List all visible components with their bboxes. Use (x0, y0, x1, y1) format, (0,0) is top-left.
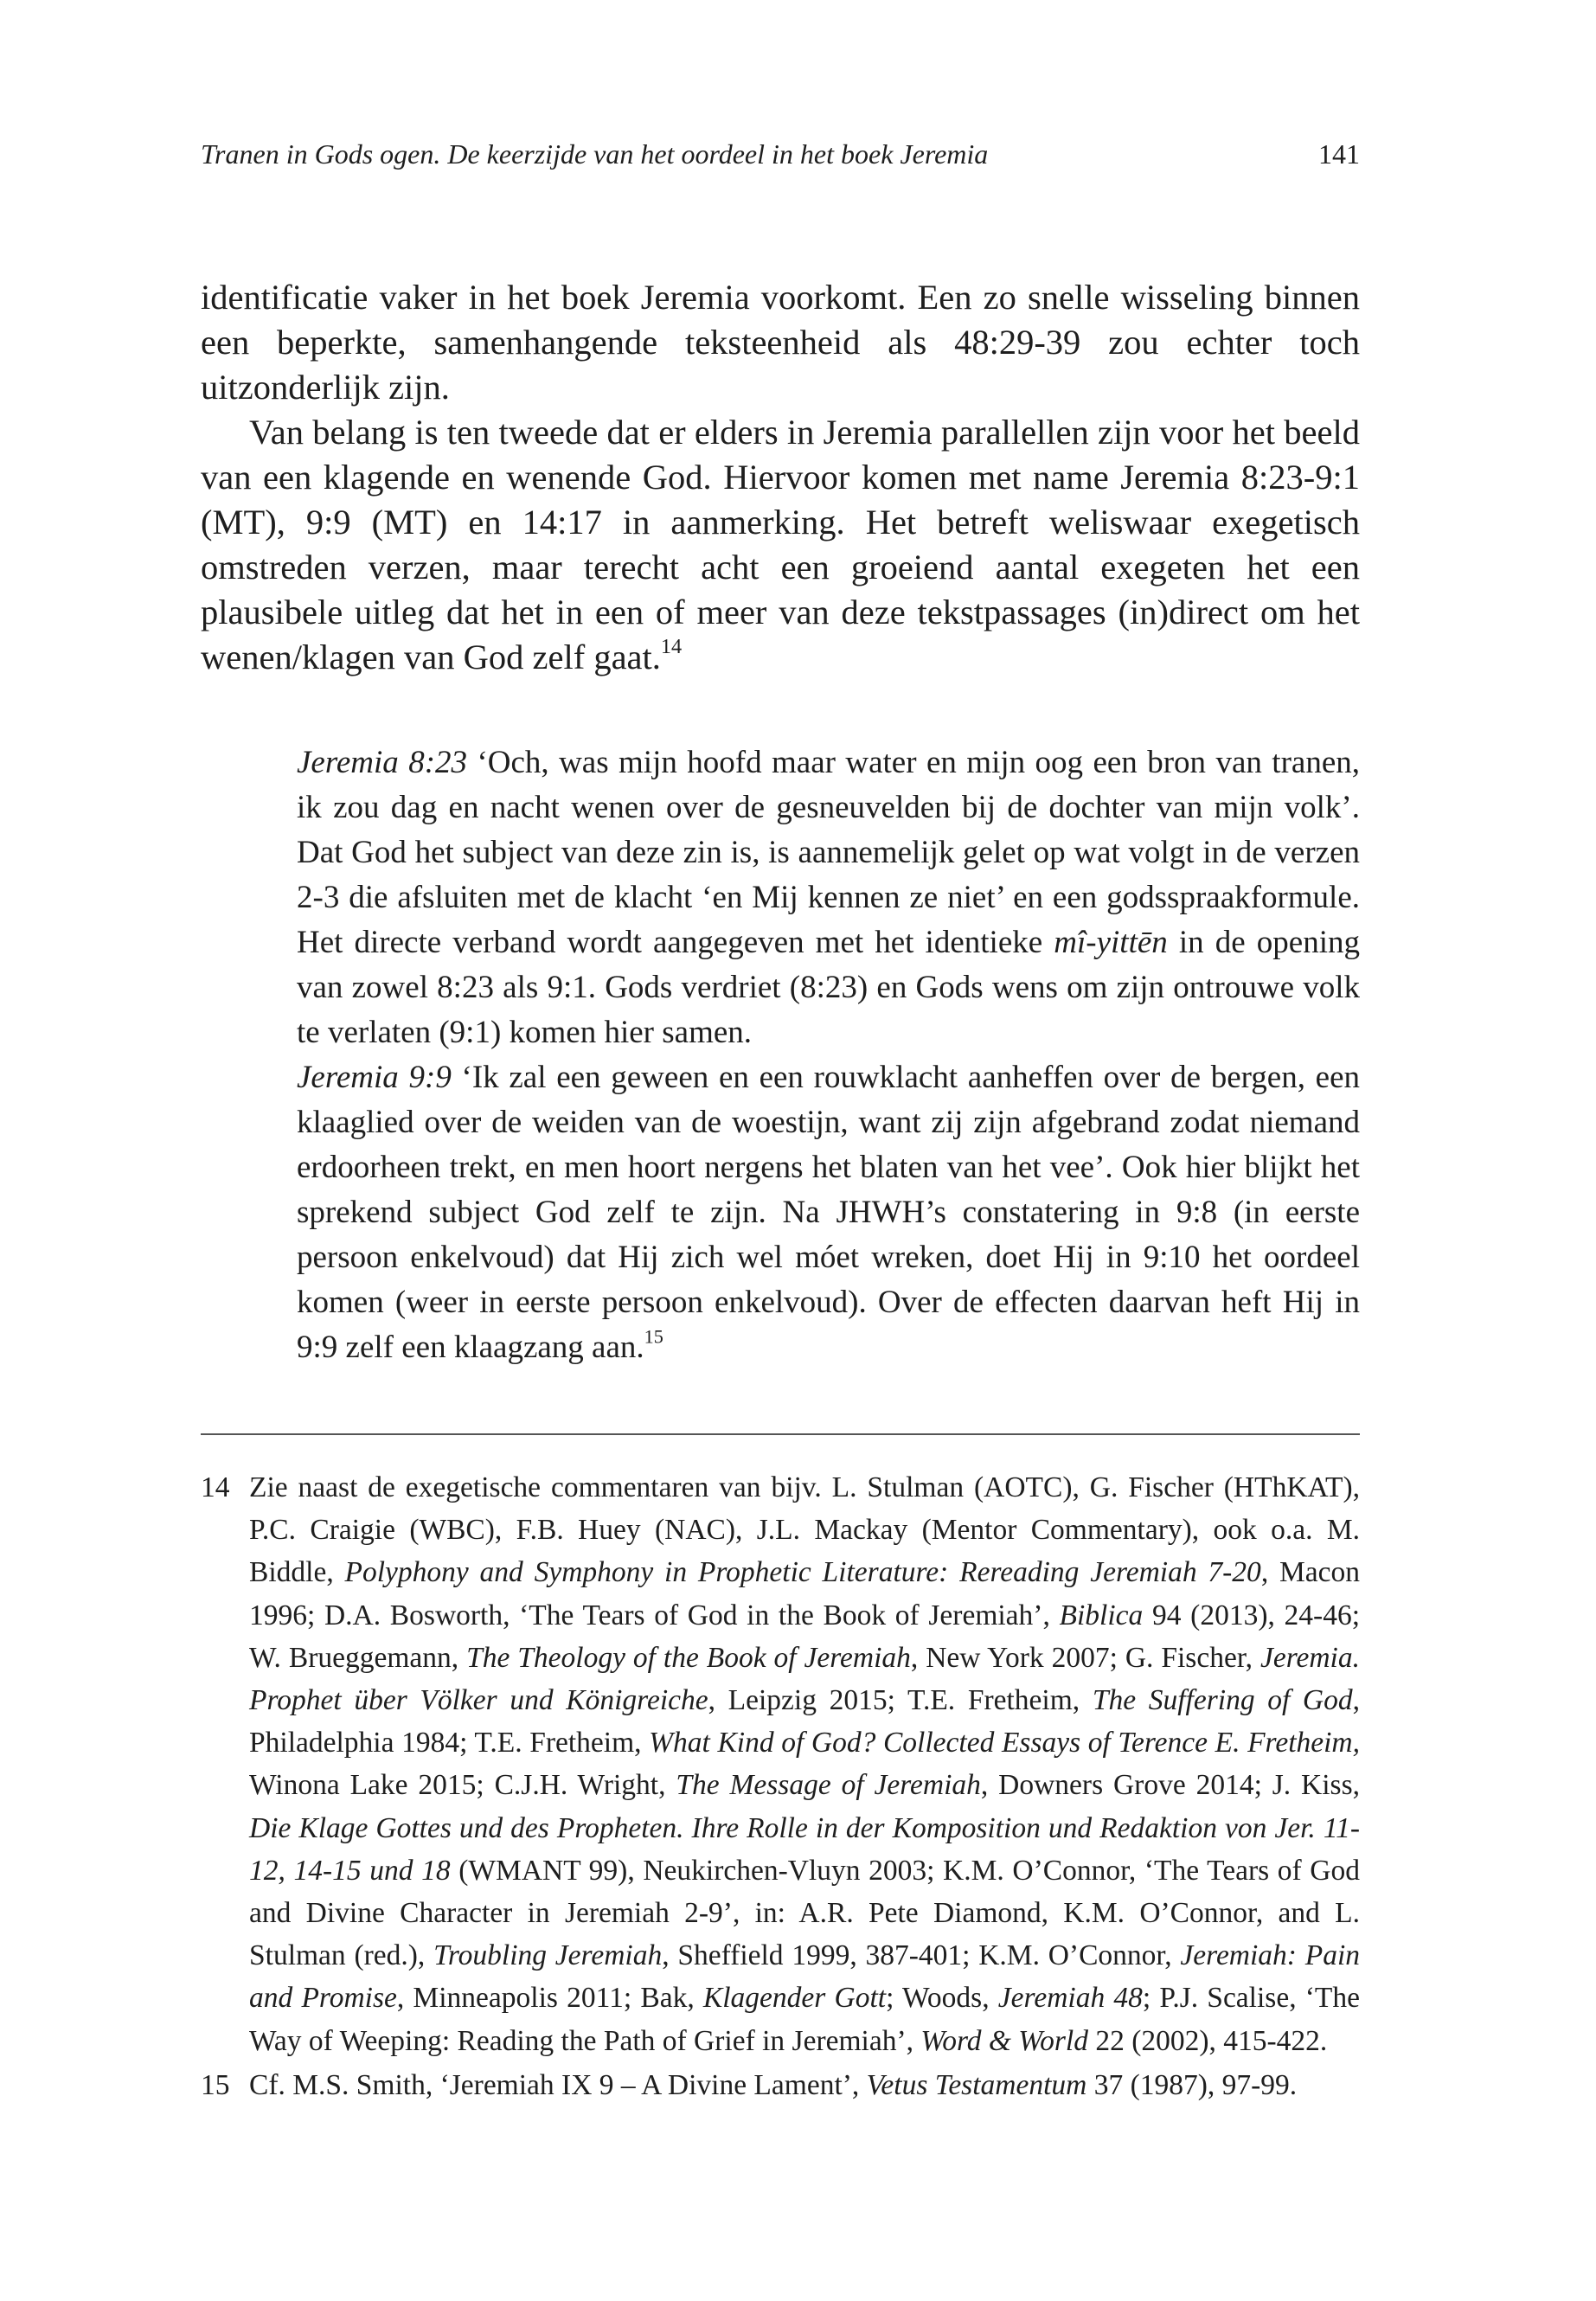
citation-title: Jeremia. Prophet über Völker und Königreiche (249, 1641, 1360, 1717)
running-title: Tranen in Gods ogen. De keerzijde van het oordeel in het boek Jeremia (201, 138, 989, 170)
quote-text: in de opening van zowel 8:23 als 9:1. Gods verdriet (8:23) en Gods wens om zijn ontrouwe volk te verlaten (9:1) komen hier samen. (297, 925, 1361, 1050)
footnote-text: ; Woods, (886, 1982, 998, 2015)
citation-title: Word & World (920, 2024, 1088, 2057)
footnote-text: ; P.J. Scalise, ‘The Way of Weeping: Reading the Path of Grief in Jeremiah’, (249, 1982, 1361, 2057)
quote-text: ‘Ik zal een geween en een rouwklacht aanheffen over de bergen, een klaaglied over de weiden van de woestijn, want zij zijn afgebrand zodat niemand erdoorheen trekt, en men hoort nergens het blaten van het vee’. Ook hier blijkt het sprekend subject God zelf te zijn. Na JHWH’s constatering in 9:8 (in eerste persoon enkelvoud) dat Hij zich wel móet wreken, doet Hij in 9:10 het oordeel komen (weer in eerste persoon enkelvoud). Over de effecten daarvan heft Hij in 9:9 zelf een klaagzang aan. (297, 1060, 1360, 1365)
citation-title: The Theology of the Book of Jeremiah (466, 1641, 911, 1674)
page-number: 141 (1318, 138, 1360, 170)
citation-title: Troubling Jeremiah (433, 1939, 663, 1972)
footnote-ref-15: 15 (644, 1325, 663, 1348)
footnote-number: 15 (201, 2068, 230, 2101)
citation-title: The Message of Jeremiah (676, 1769, 981, 1802)
quote-text: ‘Och, was mijn hoofd maar water en mijn oog een bron van tranen, ik zou dag en nacht wenen over de gesneuvelden bij de dochter van mijn volk’. Dat God het subject van deze zin is, is aannemelijk gelet op wat volgt in de verzen 2-3 die afsluiten met de klacht ‘en Mij kennen ze niet’ en een godsspraakformule. Het directe verband wordt aangegeven met het identieke (297, 745, 1360, 960)
citation-title: Jeremiah 48 (997, 1982, 1143, 2015)
footnote-text: , Minneapolis 2011; Bak, (396, 1982, 703, 2015)
citation-title: Jeremiah: Pain and Promise (249, 1939, 1361, 2015)
footnote-text: , Downers Grove 2014; J. Kiss, (980, 1769, 1360, 1802)
footnote-15 (201, 2064, 1360, 2106)
citation-title: Die Klage Gottes und des Propheten. Ihre Rolle in der Komposition und Redaktion von Jer. 11-12, 14-15 und 18 (249, 1811, 1360, 1887)
footnotes (201, 1466, 1360, 2108)
footnote-text: , Leipzig 2015; T.E. Fretheim, (708, 1684, 1093, 1717)
quote-jeremia-8-23 (297, 740, 1360, 1055)
footnote-text: , Philadelphia 1984; T.E. Fretheim, (249, 1684, 1361, 1759)
hebrew-term: mî-yittēn (1054, 925, 1168, 960)
footnote-text: , New York 2007; G. Fischer, (910, 1641, 1260, 1674)
footnote-text: (WMANT 99), Neukirchen-Vluyn 2003; K.M. O’Connor, ‘The Tears of God and Divine Character in Jeremiah 2-9’, in: A.R. Pete Diamond, K.M. O’Connor, and L. Stulman (red.), (249, 1854, 1361, 1972)
citation-title: Biblica (1059, 1599, 1144, 1631)
footnote-ref-14: 14 (660, 634, 683, 658)
citation-title: What Kind of God? Collected Essays of Terence E. Fretheim, (649, 1727, 1360, 1759)
quote-reference: Jeremia 9:9 (297, 1060, 452, 1095)
footnote-text: Zie naast de exegetische commentaren van bijv. L. Stulman (AOTC), G. Fischer (HThKAT), P.C. Craigie (WBC), F.B. Huey (NAC), J.L. Mackay (Mentor Commentary), ook o.a. M. Biddle, (249, 1471, 1360, 1589)
paragraph-2 (201, 410, 1360, 680)
main-text (201, 275, 1360, 680)
footnote-text: Winona Lake 2015; C.J.H. Wright, (249, 1769, 676, 1802)
citation-title: Vetus Testamentum (866, 2068, 1087, 2101)
quote-jeremia-9-9 (297, 1055, 1360, 1370)
footnote-number: 14 (201, 1471, 230, 1503)
footnote-text: 94 (2013), 24-46; W. Brueggemann, (249, 1599, 1360, 1674)
citation-title: Polyphony and Symphony in Prophetic Literature: Rereading Jeremiah 7-20 (344, 1556, 1261, 1589)
footnote-text: 37 (1987), 97-99. (1086, 2068, 1298, 2101)
footnote-text: 22 (2002), 415-422. (1087, 2024, 1328, 2057)
footnote-text: Cf. M.S. Smith, ‘Jeremiah IX 9 – A Divine Lament’, (249, 2068, 867, 2101)
paragraph-1: identificatie vaker in het boek Jeremia voorkomt. Een zo snelle wisseling binnen een beperkte, samenhangende teksteenheid als 48:29-39 zou echter toch uitzonderlijk zijn. (201, 278, 1360, 407)
footnote-divider (201, 1433, 1360, 1435)
footnote-14 (201, 1466, 1360, 2062)
quote-reference: Jeremia 8:23 (297, 745, 468, 780)
footnote-text: , Sheffield 1999, 387-401; K.M. O’Connor, (662, 1939, 1181, 1972)
citation-title: The Suffering of God (1092, 1684, 1353, 1717)
citation-title: Klagender Gott (702, 1982, 887, 2015)
footnote-text: , Macon 1996; D.A. Bosworth, ‘The Tears of God in the Book of Jeremiah’, (249, 1556, 1361, 1631)
running-header (201, 137, 1360, 171)
block-quote (297, 740, 1360, 1370)
paragraph-2-text: Van belang is ten tweede dat er elders in Jeremia parallellen zijn voor het beeld van een klagende en wenende God. Hiervoor komen met name Jeremia 8:23-9:1 (MT), 9:9 (MT) en 14:17 in aanmerking. Het betreft weliswaar exegetisch omstreden verzen, maar terecht acht een groeiend aantal exegeten het een plausibele uitleg dat het in een of meer van deze tekstpassages (in)direct om het wenen/klagen van God zelf gaat. (201, 413, 1360, 676)
